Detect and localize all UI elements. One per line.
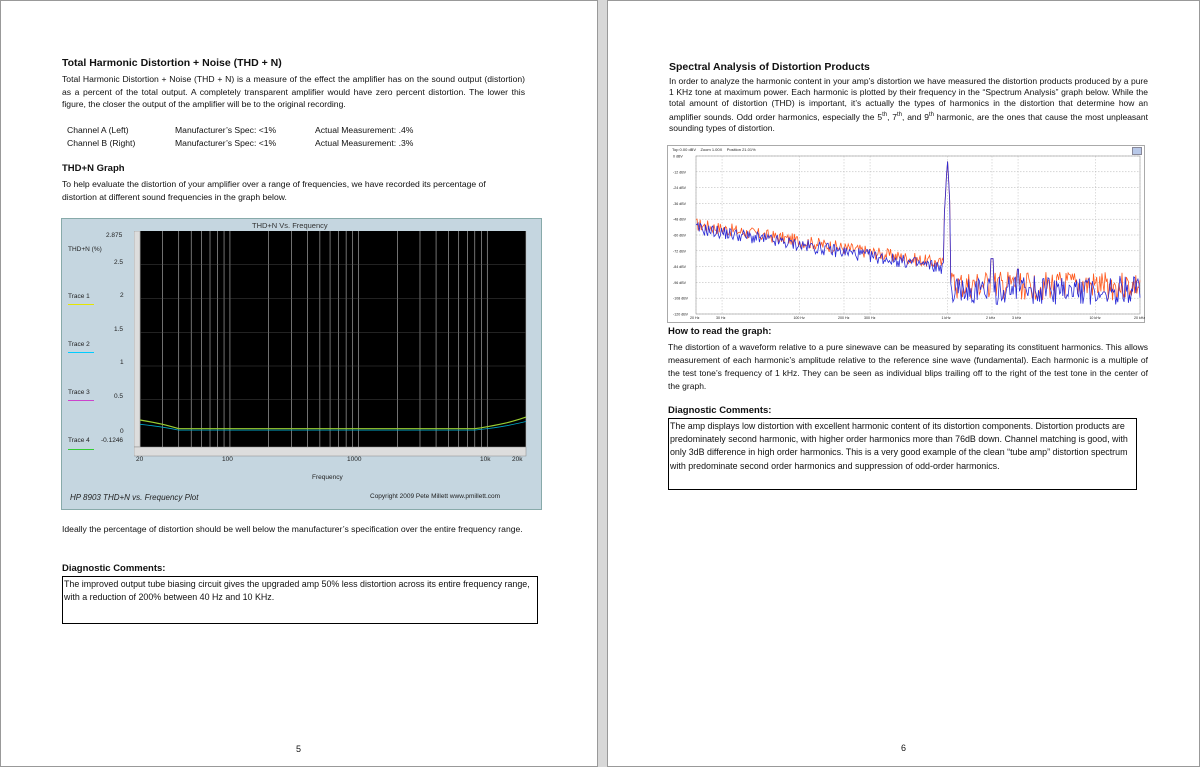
howto-text: The distortion of a waveform relative to a pure sinewave can be measured by separating its constituent harmonics. This allows measurement of each harmonic’s amplitude relative to the reference sine wave (fundamental). Each harmonic is a multiple of the test tone’s frequency of 1 kHz. They can be seen as individual blips trailing off to the right of the test tone in the center of the graph. — [668, 342, 1148, 391]
intro-text: , 7 — [887, 111, 897, 122]
y-tick: 0.5 — [114, 393, 124, 400]
trace-2-swatch — [68, 352, 94, 353]
channel-label: Channel B (Right) — [67, 138, 136, 148]
y-tick-label: -120 dBV — [673, 312, 688, 317]
header-item: Position 21.01% — [726, 147, 756, 152]
diagnostic-heading-right: Diagnostic Comments: — [668, 405, 772, 416]
trace-3-label: Trace 3 — [68, 389, 90, 396]
graph-intro: To help evaluate the distortion of your amplifier over a range of frequencies, we have recorded its percentage of distortion at different sound frequencies in the graph below. — [62, 179, 486, 202]
plot-footer-left: HP 8903 THD+N vs. Frequency Plot — [70, 493, 199, 502]
thd-heading: Total Harmonic Distortion + Noise (THD + N) — [62, 57, 282, 69]
thd-intro: Total Harmonic Distortion + Noise (THD + N) is a measure of the effect the amplifier has on the sound output (distortion) as a percent of the total output. A completely transparent amplifier would have zero percent distortion. The lower this figure, the closer the output of the amplifier will be to the original recording. — [62, 74, 525, 110]
y-axis-label: THD+N (%) — [68, 246, 102, 253]
intro-text: , and 9 — [902, 111, 929, 122]
x-tick-label: 100 Hz — [793, 316, 805, 320]
manufacturer-spec: Manufacturer’s Spec: <1% — [175, 138, 277, 148]
y-tick-label: -60 dBV — [673, 233, 686, 238]
x-tick: 20k — [512, 456, 523, 463]
trace-3-swatch — [68, 400, 94, 401]
page-number-right: 6 — [901, 743, 907, 753]
spectrum-plot — [667, 145, 1145, 323]
diagnostic-comments-box-right: The amp displays low distortion with excellent harmonic content of its distortion components. Distortion products are predominately second harmonic, with higher order harmonics more than 76dB down. Channel matching is good, with only 3dB difference in high order harmonics. This is a very good example of the clean “tube amp” distortion spectrum with predominate second order harmonics and suppression of odd-order harmonics. — [668, 418, 1137, 490]
x-tick: 1000 — [347, 456, 362, 463]
y-tick: 2.875 — [106, 232, 123, 239]
y-tick-label: -12 dBV — [673, 170, 686, 175]
y-tick: 2 — [120, 292, 124, 299]
left-page — [0, 0, 598, 767]
thd-plot-area — [134, 231, 534, 463]
channel-label: Channel A (Left) — [67, 125, 129, 135]
x-tick-label: 1 kHz — [941, 316, 951, 320]
thd-graph-heading: THD+N Graph — [62, 163, 125, 174]
plot-title: THD+N Vs. Frequency — [252, 221, 328, 230]
spec-row-b — [67, 138, 467, 150]
x-tick-label: 3 kHz — [1012, 316, 1022, 320]
intro-text: In order to analyze the harmonic content in your amp’s distortion we have measured the distortion products produced by a pure 1 KHz tone at maximum power. Each harmonic is plotted by their frequency in the “Spectrum Analysis” graph below. While the total amount of distortion (THD) is important, it’s actually the types of harmonics in the distortion that determine how an amplifier sounds. Odd order harmonics, especially the 5 — [669, 76, 1148, 122]
x-tick-label: 20 Hz — [690, 316, 700, 320]
actual-measurement: Actual Measurement: .3% — [315, 138, 414, 148]
superscript: th — [882, 111, 888, 118]
manufacturer-spec: Manufacturer’s Spec: <1% — [175, 125, 277, 135]
spec-row-a — [67, 125, 467, 137]
y-tick-label: -84 dBV — [673, 265, 686, 270]
x-tick-label: 200 Hz — [838, 316, 850, 320]
intro-text: harmonic, are the ones that cause the most unpleasant sounding types of distortion. — [669, 111, 1148, 133]
howto-heading: How to read the graph: — [668, 326, 772, 337]
y-tick-label: -48 dBV — [673, 217, 686, 222]
trace-1-label: Trace 1 — [68, 293, 90, 300]
y-tick-label: 0 dBV — [673, 154, 683, 159]
y-tick-label: -108 dBV — [673, 296, 688, 301]
diagnostic-comments-box: The improved output tube biasing circuit gives the upgraded amp 50% less distortion across its entire frequency range, with a reduction of 200% between 40 Hz and 10 KHz. — [62, 576, 538, 624]
x-tick-label: 2 kHz — [986, 316, 996, 320]
x-tick: 100 — [222, 456, 233, 463]
x-tick-label: 30 Hz — [716, 316, 726, 320]
x-tick-label: 20 kHz — [1134, 316, 1146, 320]
x-axis-label: Frequency — [312, 474, 343, 481]
y-tick: -0.1246 — [101, 437, 124, 444]
x-tick-label: 300 Hz — [864, 316, 876, 320]
spectral-intro — [669, 76, 1148, 134]
header-item: Top 0.00 dBV — [672, 147, 697, 152]
x-tick: 20 — [136, 456, 144, 463]
superscript: th — [897, 111, 903, 118]
spectrum-chart — [668, 146, 1146, 324]
diagnostic-heading: Diagnostic Comments: — [62, 563, 166, 574]
after-graph-text: Ideally the percentage of distortion should be well below the manufacturer’s specification over the entire frequency range. — [62, 524, 523, 534]
y-tick: 2.5 — [114, 259, 124, 266]
x-tick-label: 10 kHz — [1089, 316, 1101, 320]
trace-4-label: Trace 4 — [68, 437, 90, 444]
x-tick: 10k — [480, 456, 491, 463]
y-tick: 1.5 — [114, 326, 124, 333]
y-tick-label: -24 dBV — [673, 186, 686, 191]
trace-4-swatch — [68, 449, 94, 450]
page-gutter — [598, 0, 607, 767]
actual-measurement: Actual Measurement: .4% — [315, 125, 414, 135]
trace-1-swatch — [68, 304, 94, 305]
plot-footer-right: Copyright 2009 Pete Millett www.pmillett.com — [370, 493, 501, 500]
spectral-heading: Spectral Analysis of Distortion Products — [669, 61, 870, 73]
y-tick-label: -96 dBV — [673, 280, 686, 285]
trace-2-label: Trace 2 — [68, 341, 90, 348]
superscript: th — [928, 111, 934, 118]
y-tick: 1 — [120, 359, 124, 366]
y-tick-label: -72 dBV — [673, 249, 686, 254]
header-item: Zoom 1.00X — [700, 147, 723, 152]
y-tick: 0 — [120, 428, 124, 435]
thd-plot — [61, 218, 542, 510]
y-tick-label: -36 dBV — [673, 201, 686, 206]
page-number: 5 — [296, 744, 302, 754]
